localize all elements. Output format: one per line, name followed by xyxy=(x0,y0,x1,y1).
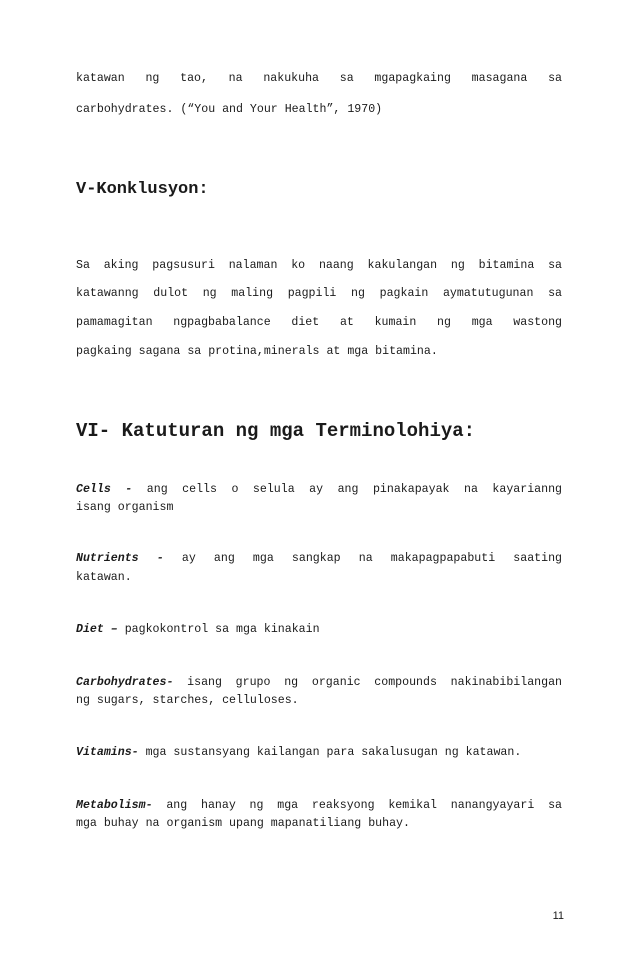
intro-line-2: carbohydrates. (“You and Your Health”, 1970) xyxy=(76,103,383,116)
konklusyon-line-1: Sa aking pagsusuri nalaman ko naang kakulangan ng bitamina sa xyxy=(76,259,562,272)
term-metabolism xyxy=(76,799,562,812)
term-carbohydrates-def: isang grupo ng organic compounds nakinabibilangan xyxy=(187,676,562,689)
intro-line-1: katawan ng tao, na nakukuha sa mgapagkaing masagana sa xyxy=(76,72,562,85)
term-metabolism-line-2: mga buhay na organism upang mapanatiliang buhay. xyxy=(76,817,410,830)
term-diet-label: Diet – xyxy=(76,623,118,636)
konklusyon-heading: V-Konklusyon: xyxy=(76,180,209,199)
term-diet xyxy=(76,623,562,636)
konklusyon-line-4: pagkaing sagana sa protina,minerals at mga bitamina. xyxy=(76,345,438,358)
page-number: 11 xyxy=(552,910,564,922)
term-carbohydrates xyxy=(76,676,562,689)
term-nutrients xyxy=(76,552,562,565)
term-nutrients-def: ay ang mga sangkap na makapagpapabuti saating xyxy=(181,552,562,565)
term-carbohydrates-line-2: ng sugars, starches, celluloses. xyxy=(76,694,299,707)
term-carbohydrates-label: Carbohydrates- xyxy=(76,676,174,689)
term-cells-line-2: isang organism xyxy=(76,501,174,514)
konklusyon-line-2: katawanng dulot ng maling pagpili ng pagkain aymatutugunan sa xyxy=(76,287,562,300)
katuturan-heading: VI- Katuturan ng mga Terminolohiya: xyxy=(76,420,476,442)
term-cells-label: Cells - xyxy=(76,483,133,496)
term-nutrients-label: Nutrients - xyxy=(76,552,164,565)
term-nutrients-line-2: katawan. xyxy=(76,571,132,584)
term-vitamins-def: mga sustansyang kailangan para sakalusugan ng katawan. xyxy=(145,746,522,759)
term-diet-def: pagkokontrol sa mga kinakain xyxy=(124,623,320,636)
term-cells xyxy=(76,483,562,496)
term-metabolism-label: Metabolism- xyxy=(76,799,153,812)
term-vitamins xyxy=(76,746,562,759)
term-cells-def: ang cells o selula ay ang pinakapayak na kayarianng xyxy=(146,483,563,496)
term-metabolism-def: ang hanay ng mga reaksyong kemikal nanangyayari sa xyxy=(166,799,562,812)
konklusyon-line-3: pamamagitan ngpagbabalance diet at kumain ng mga wastong xyxy=(76,316,562,329)
term-vitamins-label: Vitamins- xyxy=(76,746,139,759)
